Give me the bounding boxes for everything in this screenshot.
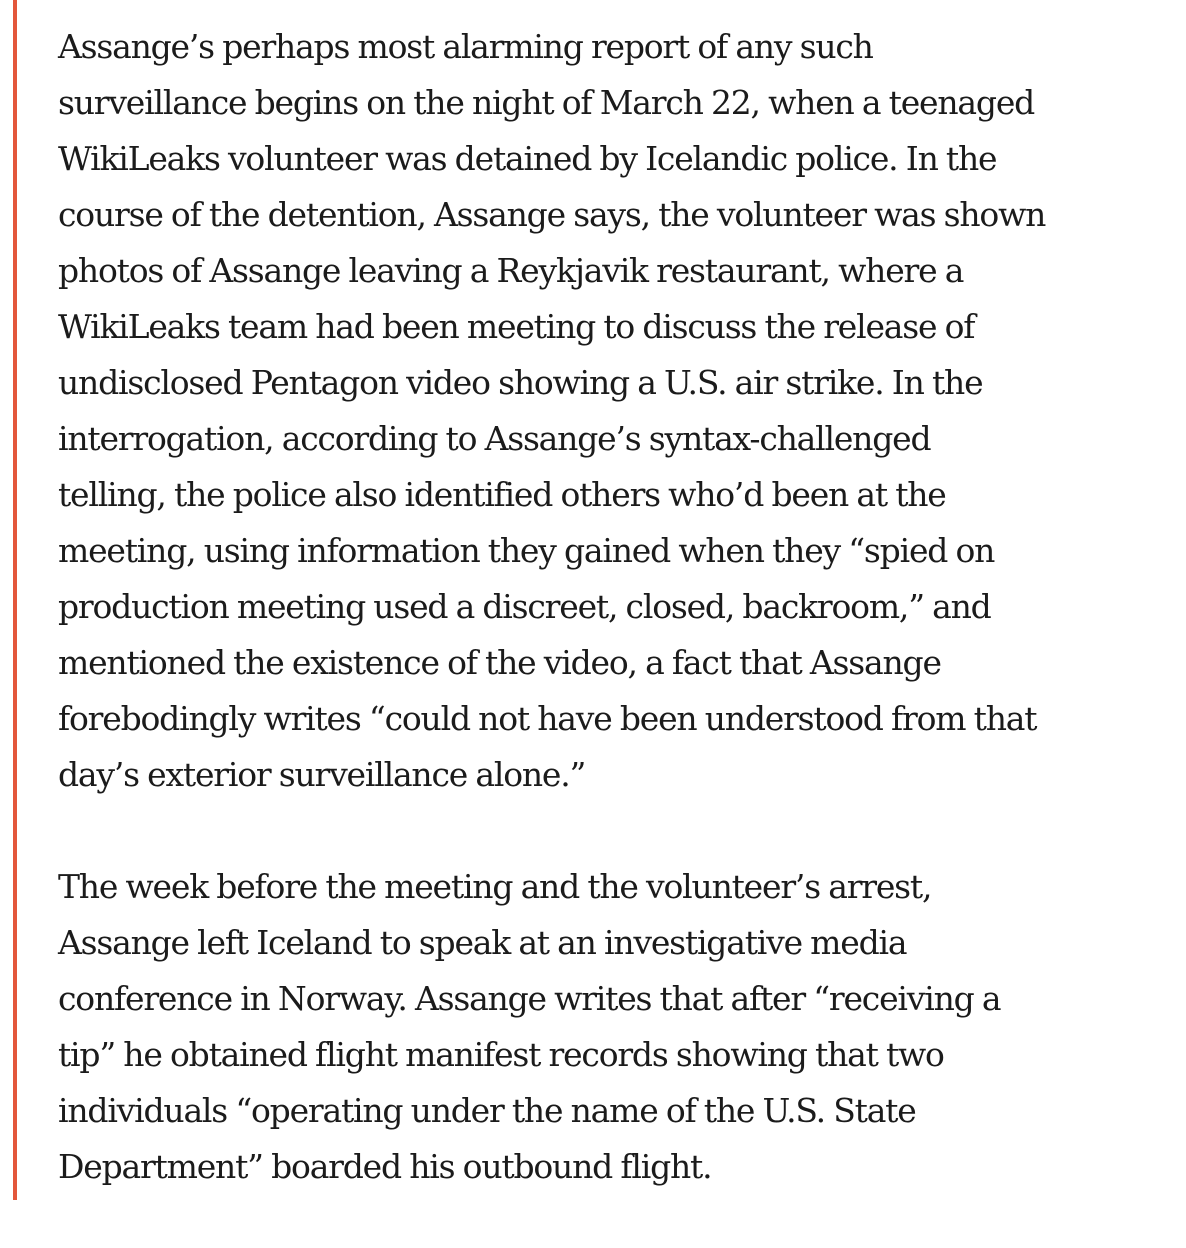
text-line: Assange’s perhaps most alarming report of any such: [58, 27, 873, 66]
text-line: production meeting used a discreet, closed, backroom,” and: [58, 587, 991, 626]
text-line: WikiLeaks team had been meeting to discuss the release of: [58, 307, 975, 346]
text-line: surveillance begins on the night of March 22, when a teenaged: [58, 83, 1035, 122]
text-line: conference in Norway. Assange writes that after “receiving a: [58, 979, 1001, 1018]
quote-text: [58, 19, 1178, 1195]
text-line: course of the detention, Assange says, the volunteer was shown: [58, 195, 1046, 234]
quote-rule: [13, 0, 17, 1200]
paragraph-gap: [58, 803, 1178, 859]
paragraph-1: [58, 19, 1178, 803]
text-line: individuals “operating under the name of the U.S. State: [58, 1091, 916, 1130]
text-line: Department” boarded his outbound flight.: [58, 1147, 712, 1186]
text-line: WikiLeaks volunteer was detained by Icelandic police. In the: [58, 139, 997, 178]
text-line: Assange left Iceland to speak at an investigative media: [58, 923, 907, 962]
text-line: photos of Assange leaving a Reykjavik restaurant, where a: [58, 251, 964, 290]
text-line: forebodingly writes “could not have been understood from that: [58, 699, 1037, 738]
text-line: day’s exterior surveillance alone.”: [58, 755, 586, 794]
text-line: undisclosed Pentagon video showing a U.S. air strike. In the: [58, 363, 983, 402]
text-line: The week before the meeting and the volunteer’s arrest,: [58, 867, 932, 906]
paragraph-2: [58, 859, 1178, 1195]
text-line: mentioned the existence of the video, a fact that Assange: [58, 643, 941, 682]
text-line: tip” he obtained flight manifest records showing that two: [58, 1035, 944, 1074]
text-line: telling, the police also identified others who’d been at the: [58, 475, 946, 514]
text-line: interrogation, according to Assange’s syntax-challenged: [58, 419, 931, 458]
text-line: meeting, using information they gained when they “spied on: [58, 531, 995, 570]
